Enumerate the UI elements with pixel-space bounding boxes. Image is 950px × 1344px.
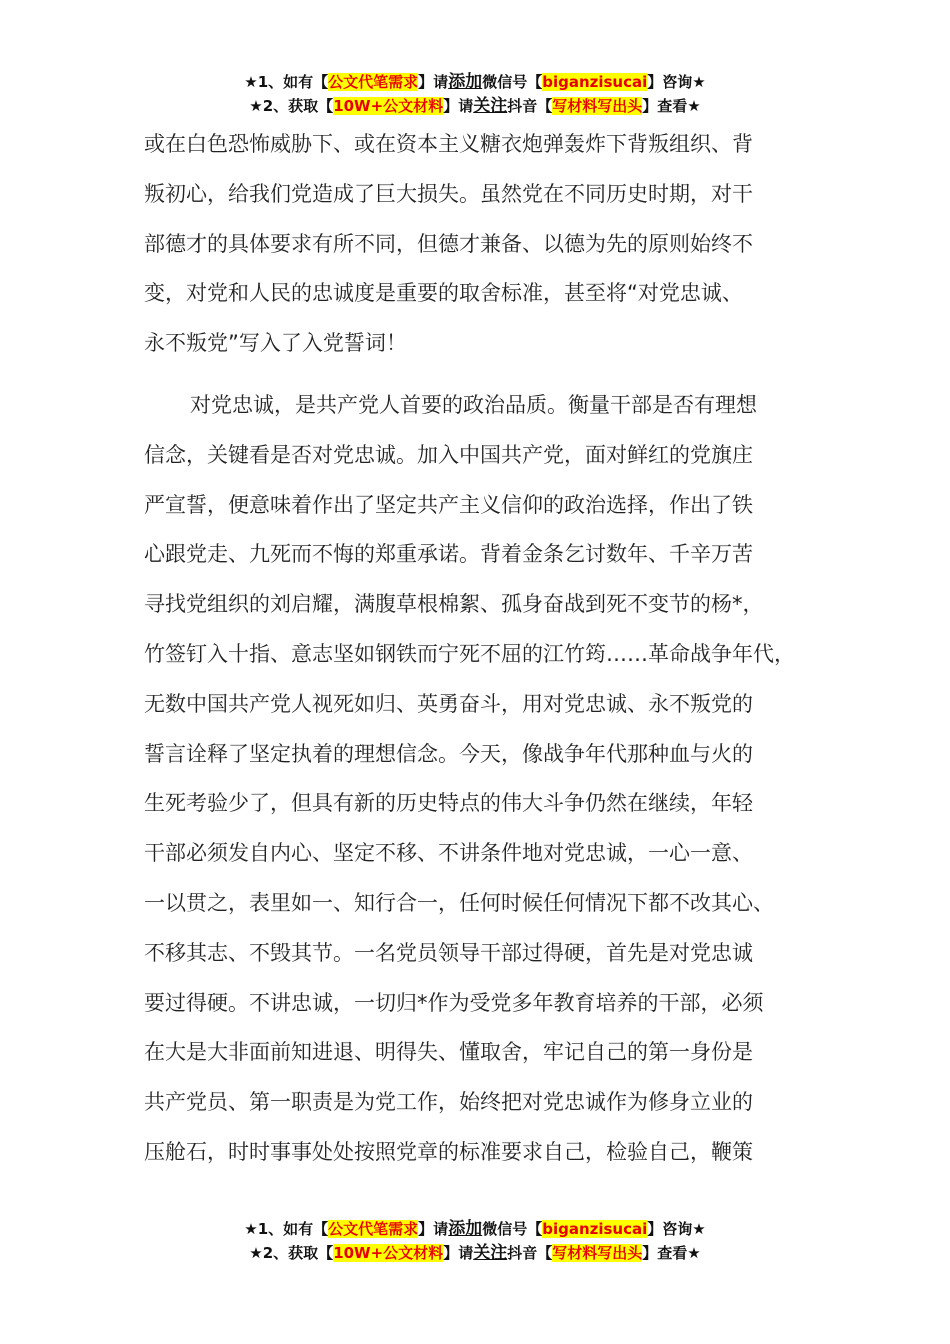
banner-line-1: ★1、如有【公文代笔需求】请添加微信号【biganzisucai】咨询★ <box>244 1219 706 1239</box>
underlined-add: 添加 <box>448 1219 483 1239</box>
highlight-writing-service: 公文代笔需求 <box>328 73 419 91</box>
text-line: 叛初心，给我们党造成了巨大损失。虽然党在不同历史时期，对干 <box>144 181 753 206</box>
underlined-add: 添加 <box>448 72 483 92</box>
highlight-douyin-account: 写材料写出头 <box>552 1244 643 1262</box>
text-line: 心跟党走、九死而不悔的郑重承诺。背着金条乞讨数年、千辛万苦 <box>144 542 753 567</box>
text-line: 永不叛党”写入了入党誓词！ <box>144 331 407 356</box>
text-line-first: 对党忠诚，是共产党人首要的政治品质。衡量干部是否有理想 <box>190 392 757 417</box>
text-line: 或在白色恐怖威胁下、或在资本主义糖衣炮弹轰炸下背叛组织、背 <box>144 132 753 156</box>
footer-banner <box>0 1217 950 1265</box>
highlight-wechat-id: biganzisucai <box>542 1220 648 1238</box>
text-line: 寻找党组织的刘启耀，满腹草根棉絮、孤身奋战到死不变节的杨*， <box>144 592 764 617</box>
text-line: 誓言诠释了坚定执着的理想信念。今天，像战争年代那种血与火的 <box>144 741 753 766</box>
text-line: 竹签钉入十指、意志坚如钢铁而宁死不屈的江竹筠……革命战争年代， <box>144 641 795 666</box>
document-body <box>144 120 834 1178</box>
text-line: 要过得硬。不讲忠诚，一切归*作为受党多年教育培养的干部，必须 <box>144 990 764 1015</box>
text-line: 共产党员、第一职责是为党工作，始终把对党忠诚作为修身立业的 <box>144 1090 753 1115</box>
text-line: 变，对党和人民的忠诚度是重要的取舍标准，甚至将“对党忠诚、 <box>144 281 743 306</box>
underlined-follow: 关注 <box>473 96 508 116</box>
highlight-materials: 10W+公文材料 <box>333 97 444 115</box>
text-line: 一以贯之，表里如一、知行合一，任何时候任何情况下都不改其心、 <box>144 890 774 915</box>
text-line: 干部必须发自内心、坚定不移、不讲条件地对党忠诚，一心一意、 <box>144 841 753 866</box>
text-line: 生死考验少了，但具有新的历史特点的伟大斗争仍然在继续，年轻 <box>144 791 753 816</box>
text-line: 不移其志、不毁其节。一名党员领导干部过得硬，首先是对党忠诚 <box>144 940 753 965</box>
text-line: 部德才的具体要求有所不同，但德才兼备、以德为先的原则始终不 <box>144 231 753 256</box>
paragraph-2 <box>144 381 834 1178</box>
banner-line-2: ★2、获取【10W+公文材料】请关注抖音【写材料写出头】查看★ <box>249 96 701 116</box>
text-line: 在大是大非面前知进退、明得失、懂取舍，牢记自己的第一身份是 <box>144 1040 753 1065</box>
paragraph-1 <box>144 120 834 369</box>
text-line: 无数中国共产党人视死如归、英勇奋斗，用对党忠诚、永不叛党的 <box>144 691 753 716</box>
banner-line-2: ★2、获取【10W+公文材料】请关注抖音【写材料写出头】查看★ <box>249 1243 701 1263</box>
banner-line-1: ★1、如有【公文代笔需求】请添加微信号【biganzisucai】咨询★ <box>244 72 706 92</box>
highlight-materials: 10W+公文材料 <box>333 1244 444 1262</box>
highlight-douyin-account: 写材料写出头 <box>552 97 643 115</box>
underlined-follow: 关注 <box>473 1243 508 1263</box>
text-line: 信念，关键看是否对党忠诚。加入中国共产党，面对鲜红的党旗庄 <box>144 442 753 467</box>
header-banner <box>0 70 950 118</box>
text-line: 压舱石，时时事事处处按照党章的标准要求自己，检验自己，鞭策 <box>144 1139 753 1164</box>
highlight-wechat-id: biganzisucai <box>542 73 648 91</box>
highlight-writing-service: 公文代笔需求 <box>328 1220 419 1238</box>
text-line: 严宣誓，便意味着作出了坚定共产主义信仰的政治选择，作出了铁 <box>144 492 753 517</box>
